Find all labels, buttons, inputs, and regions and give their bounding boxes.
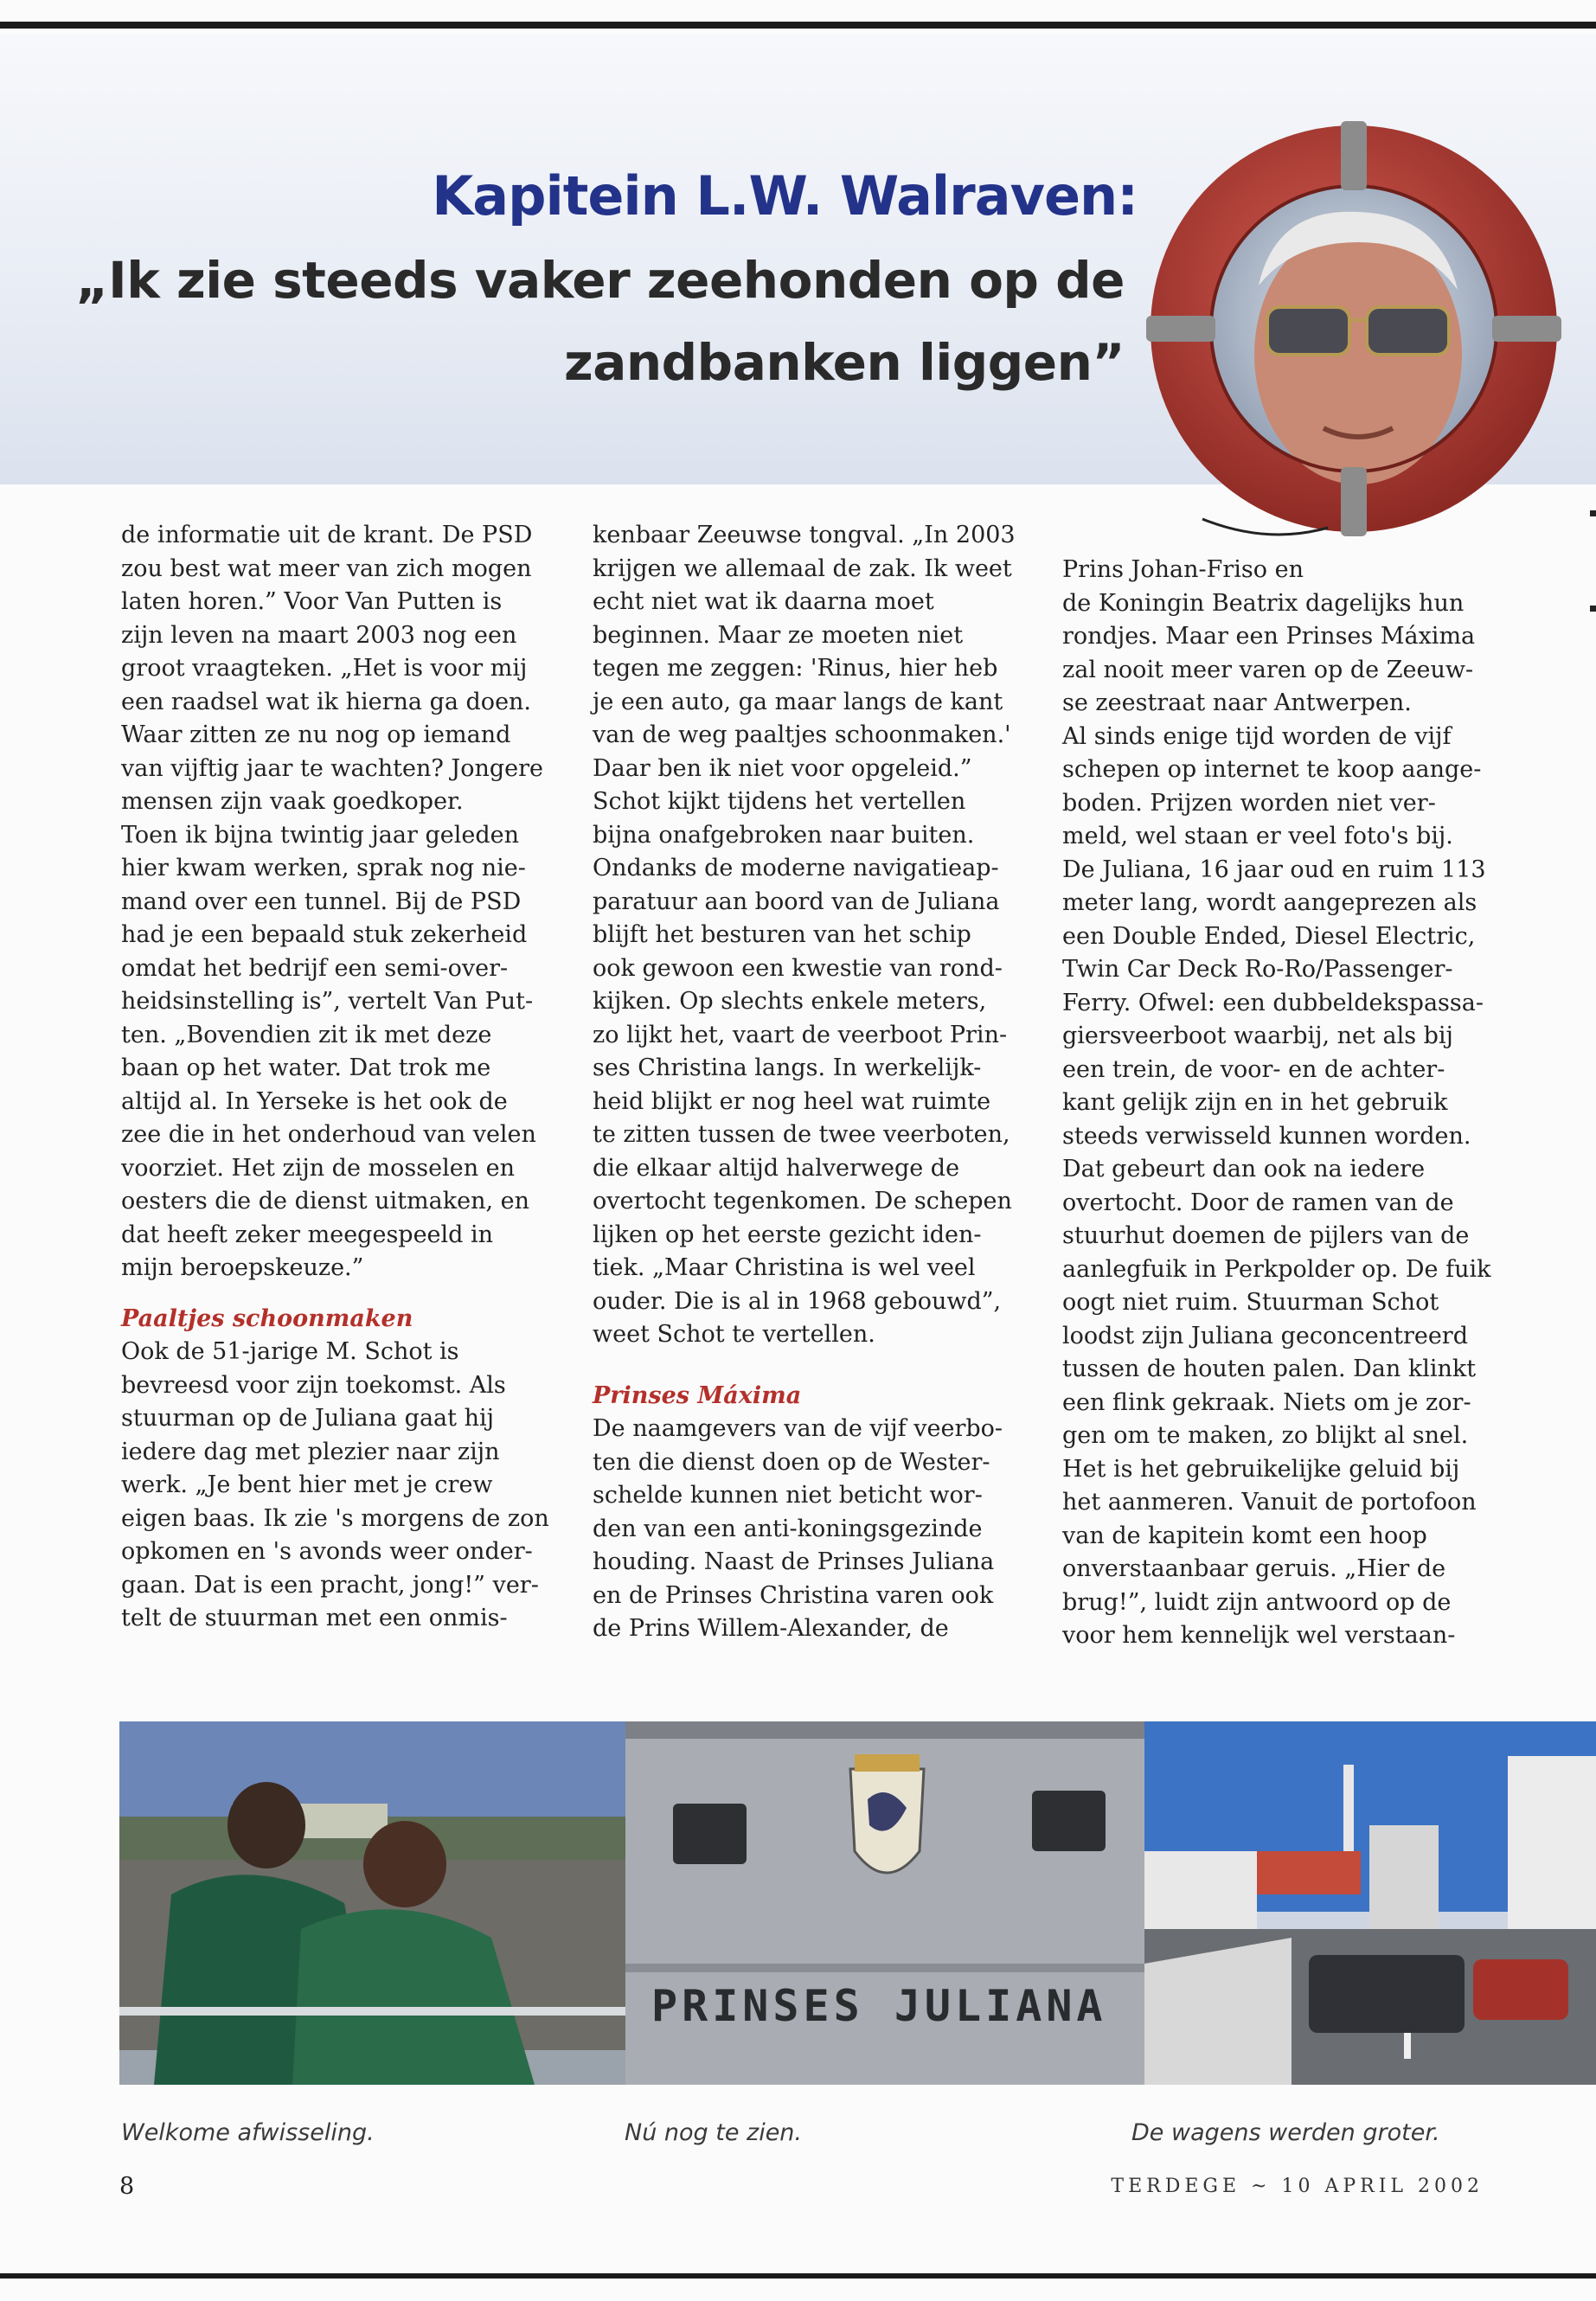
text-line: ten. „Bovendien zit ik met deze (121, 1021, 492, 1048)
article-title-quote-line2: zandbanken liggen” (563, 333, 1125, 392)
text-line: Ondanks de moderne navigatieap- (593, 855, 999, 881)
text-line: steeds verwisseld kunnen worden. (1062, 1122, 1471, 1150)
text-line: brug!”, luidt zijn antwoord op de (1062, 1588, 1452, 1616)
text-line: stuurman op de Juliana gaat hij (121, 1405, 494, 1432)
text-line: De naamgevers van de vijf veerbo- (593, 1415, 1003, 1442)
text-line: mijn beroepskeuze.” (121, 1254, 364, 1281)
portrait-face (1254, 212, 1462, 484)
text-line: meld, wel staan er veel foto's bij. (1062, 823, 1453, 849)
text-line: ses Christina langs. In werkelijk- (593, 1054, 982, 1081)
text-line: heidsinstelling is”, vertelt Van Put- (121, 988, 534, 1015)
text-line: een trein, de voor- en de achter- (1062, 1055, 1445, 1083)
text-line: weet Schot te vertellen. (593, 1321, 875, 1348)
page-number: 8 (119, 2173, 135, 2200)
text-line: loodst zijn Juliana geconcentreerd (1062, 1322, 1468, 1349)
lifebuoy-portrait (1138, 112, 1570, 545)
text-line: ook gewoon een kwestie van rond- (593, 954, 1003, 982)
text-line: kenbaar Zeeuwse tongval. „In 2003 (593, 522, 1016, 548)
text-line: iedere dag met plezier naar zijn (121, 1438, 500, 1465)
text-line: se zeestraat naar Antwerpen. (1062, 689, 1412, 716)
text-line: stuurhut doemen de pijlers van de (1062, 1222, 1470, 1249)
text-line: telt de stuurman met een onmis- (121, 1605, 508, 1631)
top-rule (0, 22, 1596, 29)
text-line: van de weg paaltjes schoonmaken.' (593, 721, 1011, 748)
text-line: en de Prinses Christina varen ook (593, 1581, 994, 1609)
text-line: onverstaanbaar geruis. „Hier de (1062, 1555, 1446, 1582)
text-line: tussen de houten palen. Dan klinkt (1062, 1356, 1477, 1382)
column-3 (1062, 554, 1503, 1653)
text-line: het aanmeren. Vanuit de portofoon (1062, 1489, 1477, 1516)
text-line: je een auto, ga maar langs de kant (593, 688, 1003, 715)
text-line: hier kwam werken, sprak nog nie- (121, 855, 526, 881)
text-line: ten die dienst doen op de Wester- (593, 1448, 990, 1476)
text-line: oesters die de dienst uitmaken, en (121, 1188, 529, 1215)
text-line: gaan. Dat is een pracht, jong!” ver- (121, 1571, 539, 1599)
text-line: zee die in het onderhoud van velen (121, 1121, 536, 1148)
magazine-footer: TERDEGE ~ 10 APRIL 2002 (1111, 2176, 1484, 2197)
text-line: Schot kijkt tijdens het vertellen (593, 788, 966, 815)
text-line: de informatie uit de krant. De PSD (121, 522, 533, 548)
text-line: laten horen.” Voor Van Putten is (121, 588, 503, 615)
column-1 (121, 519, 562, 1636)
text-line: mensen zijn vaak goedkoper. (121, 788, 464, 815)
text-line: voor hem kennelijk wel verstaan- (1062, 1622, 1456, 1649)
text-line: overtocht tegenkomen. De schepen (593, 1188, 1012, 1215)
edge-mark (1590, 606, 1596, 612)
text-line: boden. Prijzen worden niet ver- (1062, 789, 1436, 817)
photo-crew-at-railing (119, 1721, 625, 2085)
text-line: blijft het besturen van het schip (593, 921, 971, 948)
text-line: heid blijkt er nog heel wat ruimte (593, 1087, 991, 1115)
text-line: Toen ik bijna twintig jaar geleden (121, 821, 519, 849)
text-line: lijken op het eerste gezicht iden- (593, 1221, 982, 1248)
text-line: bijna onafgebroken naar buiten. (593, 821, 975, 849)
text-line: zijn leven na maart 2003 nog een (121, 621, 517, 649)
text-line: had je een bepaald stuk zekerheid (121, 921, 528, 948)
text-line: houding. Naast de Prinses Juliana (593, 1548, 995, 1575)
text-line: dat heeft zeker meegespeeld in (121, 1221, 494, 1248)
text-line: zal nooit meer varen op de Zeeuw- (1062, 656, 1474, 683)
text-line: de Koningin Beatrix dagelijks hun (1062, 589, 1465, 617)
photo-cars-on-deck (1144, 1721, 1596, 2085)
text-line: een raadsel wat ik hierna ga doen. (121, 688, 532, 715)
text-line: een Double Ended, Diesel Electric, (1062, 922, 1476, 950)
text-line: van de kapitein komt een hoop (1062, 1522, 1427, 1549)
text-line: die elkaar altijd halverwege de (593, 1154, 960, 1182)
text-line: oogt niet ruim. Stuurman Schot (1062, 1289, 1439, 1316)
text-line: Het is het gebruikelijke geluid bij (1062, 1455, 1460, 1483)
article-title-quote-line1: „Ik zie steeds vaker zeehonden op de (75, 251, 1125, 310)
article-title-name: Kapitein L.W. Walraven: (432, 164, 1138, 228)
text-line: echt niet wat ik daarna moet (593, 588, 934, 615)
text-line: Al sinds enige tijd worden de vijf (1062, 722, 1452, 750)
ship-name-lettering: PRINSES JULIANA (651, 1981, 1107, 2031)
text-line: zou best wat meer van zich mogen (121, 554, 532, 582)
text-line: Daar ben ik niet voor opgeleid.” (593, 754, 972, 782)
text-line: giersveerboot waarbij, net als bij (1062, 1022, 1453, 1049)
text-line: tiek. „Maar Christina is wel veel (593, 1254, 976, 1281)
text-line: altijd al. In Yerseke is het ook de (121, 1087, 508, 1115)
subhead-paaltjes: Paaltjes schoonmaken (121, 1304, 413, 1332)
text-line: groot vraagteken. „Het is voor mij (121, 655, 528, 682)
text-line: de Prins Willem-Alexander, de (593, 1615, 949, 1642)
text-line: paratuur aan boord van de Juliana (593, 888, 1000, 915)
subhead-prinses-maxima: Prinses Máxima (593, 1381, 802, 1409)
text-line: opkomen en 's avonds weer onder- (121, 1538, 533, 1565)
text-line: tegen me zeggen: 'Rinus, hier heb (593, 655, 998, 682)
text-line: kijken. Op slechts enkele meters, (593, 988, 987, 1015)
text-line: beginnen. Maar ze moeten niet (593, 621, 964, 649)
edge-mark (1590, 510, 1596, 516)
caption-1: Welkome afwisseling. (121, 2119, 375, 2146)
text-line: Prins Johan-Friso en (1062, 556, 1304, 583)
text-line: van vijftig jaar te wachten? Jongere (121, 754, 544, 782)
caption-2: Nú nog te zien. (625, 2119, 803, 2146)
text-line: aanlegfuik in Perkpolder op. De fuik (1062, 1255, 1491, 1283)
text-line: een flink gekraak. Niets om je zor- (1062, 1388, 1471, 1416)
text-line: schepen op internet te koop aange- (1062, 756, 1482, 783)
text-line: rondjes. Maar een Prinses Máxima (1062, 623, 1476, 650)
text-line: gen om te maken, zo blijkt al snel. (1062, 1422, 1469, 1449)
text-line: ouder. Die is al in 1968 gebouwd”, (593, 1287, 1002, 1315)
text-line: werk. „Je bent hier met je crew (121, 1471, 493, 1498)
text-line: Dat gebeurt dan ook na iedere (1062, 1156, 1426, 1183)
text-line: Twin Car Deck Ro-Ro/Passenger- (1062, 956, 1453, 983)
text-line: baan op het water. Dat trok me (121, 1054, 491, 1081)
text-line: bevreesd voor zijn toekomst. Als (121, 1371, 506, 1399)
column-2 (593, 519, 1034, 1646)
text-line: kant gelijk zijn en in het gebruik (1062, 1089, 1448, 1116)
text-line: meter lang, wordt aangeprezen als (1062, 889, 1477, 916)
text-line: mand over een tunnel. Bij de PSD (121, 888, 522, 915)
text-line: schelde kunnen niet beticht wor- (593, 1482, 983, 1509)
text-line: den van een anti-koningsgezinde (593, 1515, 983, 1542)
text-line: eigen baas. Ik zie 's morgens de zon (121, 1504, 549, 1532)
text-line: Waar zitten ze nu nog op iemand (121, 721, 511, 748)
text-line: overtocht. Door de ramen van de (1062, 1189, 1454, 1216)
text-line: De Juliana, 16 jaar oud en ruim 113 (1062, 856, 1486, 883)
text-line: krijgen we allemaal de zak. Ik weet (593, 554, 1012, 582)
text-line: omdat het bedrijf een semi-over- (121, 954, 509, 982)
photo-strip (119, 1721, 1596, 2085)
text-line: te zitten tussen de twee veerboten, (593, 1121, 1010, 1148)
text-line: Ferry. Ofwel: een dubbeldekspassa- (1062, 989, 1484, 1016)
caption-3: De wagens werden groter. (1131, 2119, 1440, 2146)
text-line: Ook de 51-jarige M. Schot is (121, 1338, 459, 1365)
text-line: voorziet. Het zijn de mosselen en (121, 1154, 516, 1182)
text-line: zo lijkt het, vaart de veerboot Prin- (593, 1021, 1008, 1048)
bottom-rule (0, 2273, 1596, 2279)
